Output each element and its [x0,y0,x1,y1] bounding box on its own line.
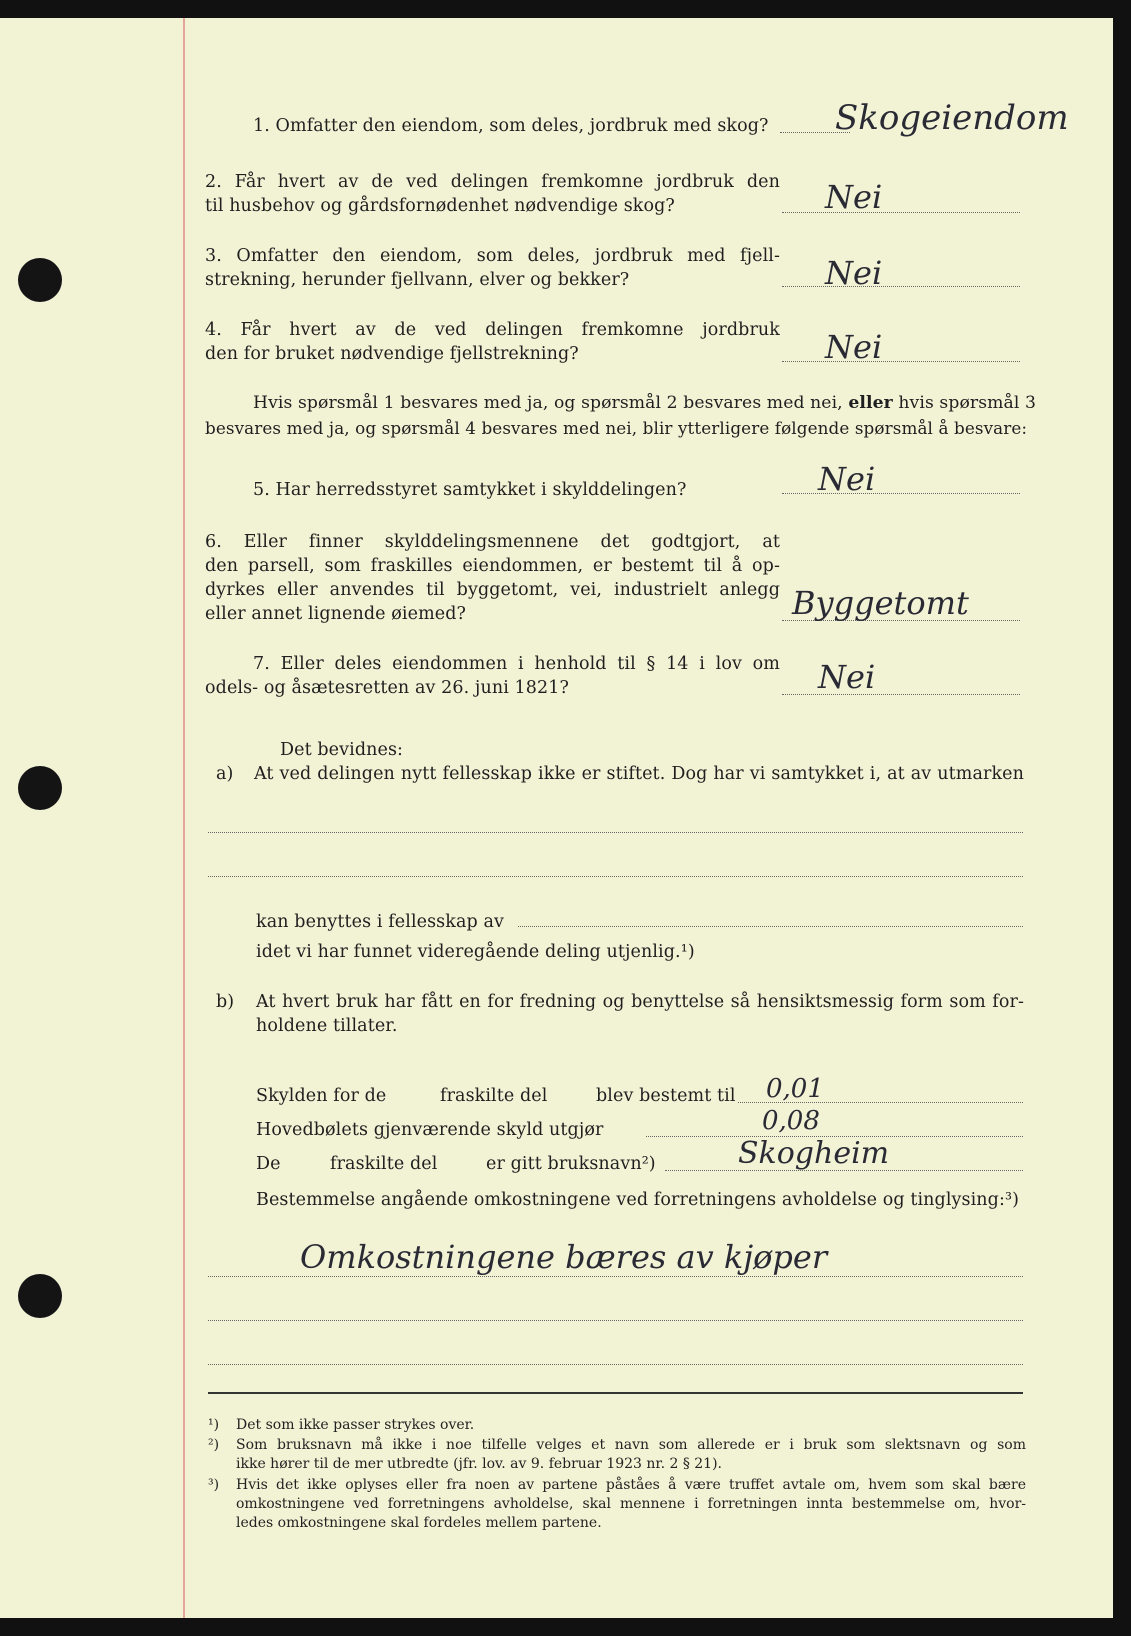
answer-7: Nei [818,658,876,696]
bestemmelse-value: Omkostningene bæres av kjøper [300,1238,828,1276]
hovedbol-value: 0,08 [762,1106,820,1136]
footnote-2-mark: ²) [208,1437,220,1453]
bestemmelse-line-2 [208,1320,1023,1321]
bruksnavn-value: Skogheim [738,1136,890,1171]
attest-b-line1: At hvert bruk har fått en for fredning og benyttelse så hensiktsmessig form som for- [256,992,1024,1012]
footnote-3-line-3: ledes omkostningene skal fordeles mellem partene. [236,1515,602,1531]
footnote-2-line-2: ikke hører til de mer utbredte (jfr. lov. av 9. februar 1923 nr. 2 § 21). [236,1456,723,1472]
question-3-line-1: 3. Omfatter den eiendom, som deles, jordbruk med fjell- [205,246,780,266]
question-7-line-2: odels- og åsætesretten av 26. juni 1821? [205,678,569,698]
condition-line-2: besvares med ja, og spørsmål 4 besvares med nei, blir ytterligere følgende spørsmål å besvare: [205,418,1028,438]
punch-hole-bottom [18,1274,62,1318]
question-2-line-1: 2. Får hvert av de ved delingen fremkomne jordbruk den [205,172,780,192]
question-1: 1. Omfatter den eiendom, som deles, jordbruk med skog? [253,116,769,136]
attest-heading: Det bevidnes: [280,740,404,760]
bruksnavn-part-a: De [256,1154,281,1174]
answer-3: Nei [825,254,883,292]
bruksnavn-part-b: fraskilte del [330,1154,438,1174]
skylden-part-b: fraskilte del [440,1086,548,1106]
footnote-3-line-2: omkostningene ved forretningens avholdelse, skal mennene i forretningen innta bestemmelse om, hvor- [236,1496,1026,1512]
answer-line-4 [782,361,1020,362]
punch-hole-top [18,258,62,302]
attest-a-label: a) [216,764,234,784]
answer-4: Nei [825,328,883,366]
hovedbol-label: Hovedbølets gjenværende skyld utgjør [256,1120,604,1140]
bestemmelse-line-1 [208,1276,1023,1277]
question-5: 5. Har herredsstyret samtykket i skylddelingen? [253,480,687,500]
attest-b-label: b) [216,992,235,1012]
attest-a-line2: kan benyttes i fellesskap av [256,912,504,932]
question-6-line-4: eller annet lignende øiemed? [205,604,467,624]
attest-b-line2: holdene tillater. [256,1016,398,1036]
question-6-line-1: 6. Eller finner skylddelingsmennene det godtgjort, at [205,532,780,552]
margin-line [183,18,185,1618]
footnote-3-line-1: Hvis det ikke oplyses eller fra noen av partene påståes å være truffet avtale om, hvem som skal bære [236,1477,1026,1493]
footnote-1-mark: ¹) [208,1417,220,1433]
punch-hole-middle [18,766,62,810]
attest-a-line3: idet vi har funnet videregående deling utjenlig.¹) [256,942,695,962]
question-4-line-2: den for bruket nødvendige fjellstrekning? [205,344,579,364]
question-6-line-2: den parsell, som fraskilles eiendommen, er bestemt til å op- [205,556,780,576]
blank-line-a3 [518,926,1023,927]
footnote-divider [208,1392,1023,1394]
bestemmelse-label: Bestemmelse angående omkostningene ved forretningens avholdelse og tinglysing:³) [256,1190,1019,1210]
footnote-3-mark: ³) [208,1477,220,1493]
document-page [0,18,1113,1618]
condition-line-1: Hvis spørsmål 1 besvares med ja, og spørsmål 2 besvares med nei, eller hvis spørsmål 3 [253,393,1037,413]
answer-line-3 [782,286,1020,287]
answer-5: Nei [818,460,876,498]
answer-1: Skogeiendom [835,98,1069,138]
skylden-part-a: Skylden for de [256,1086,387,1106]
footnote-1: Det som ikke passer strykes over. [236,1417,475,1433]
footnote-2-line-1: Som bruksnavn må ikke i noe tilfelle velges et navn som allerede er i bruk som slektsnavn og som [236,1437,1026,1453]
question-3-line-2: strekning, herunder fjellvann, elver og bekker? [205,270,630,290]
bestemmelse-line-3 [208,1364,1023,1365]
attest-a-text: At ved delingen nytt fellesskap ikke er stiftet. Dog har vi samtykket i, at av utmarken [254,764,1024,784]
question-6-line-3: dyrkes eller anvendes til byggetomt, vei, industrielt anlegg [205,580,780,600]
answer-line-2 [782,212,1020,213]
blank-line-a2 [208,876,1023,877]
skylden-value: 0,01 [766,1074,824,1104]
answer-2: Nei [825,178,883,216]
blank-line-a1 [208,832,1023,833]
question-7-line-1: 7. Eller deles eiendommen i henhold til § 14 i lov om [253,654,780,674]
skylden-part-c: blev bestemt til [596,1086,736,1106]
answer-6: Byggetomt [792,584,969,622]
question-2-line-2: til husbehov og gårdsfornødenhet nødvendige skog? [205,196,675,216]
question-4-line-1: 4. Får hvert av de ved delingen fremkomne jordbruk [205,320,780,340]
bruksnavn-part-c: er gitt bruksnavn²) [486,1154,656,1174]
